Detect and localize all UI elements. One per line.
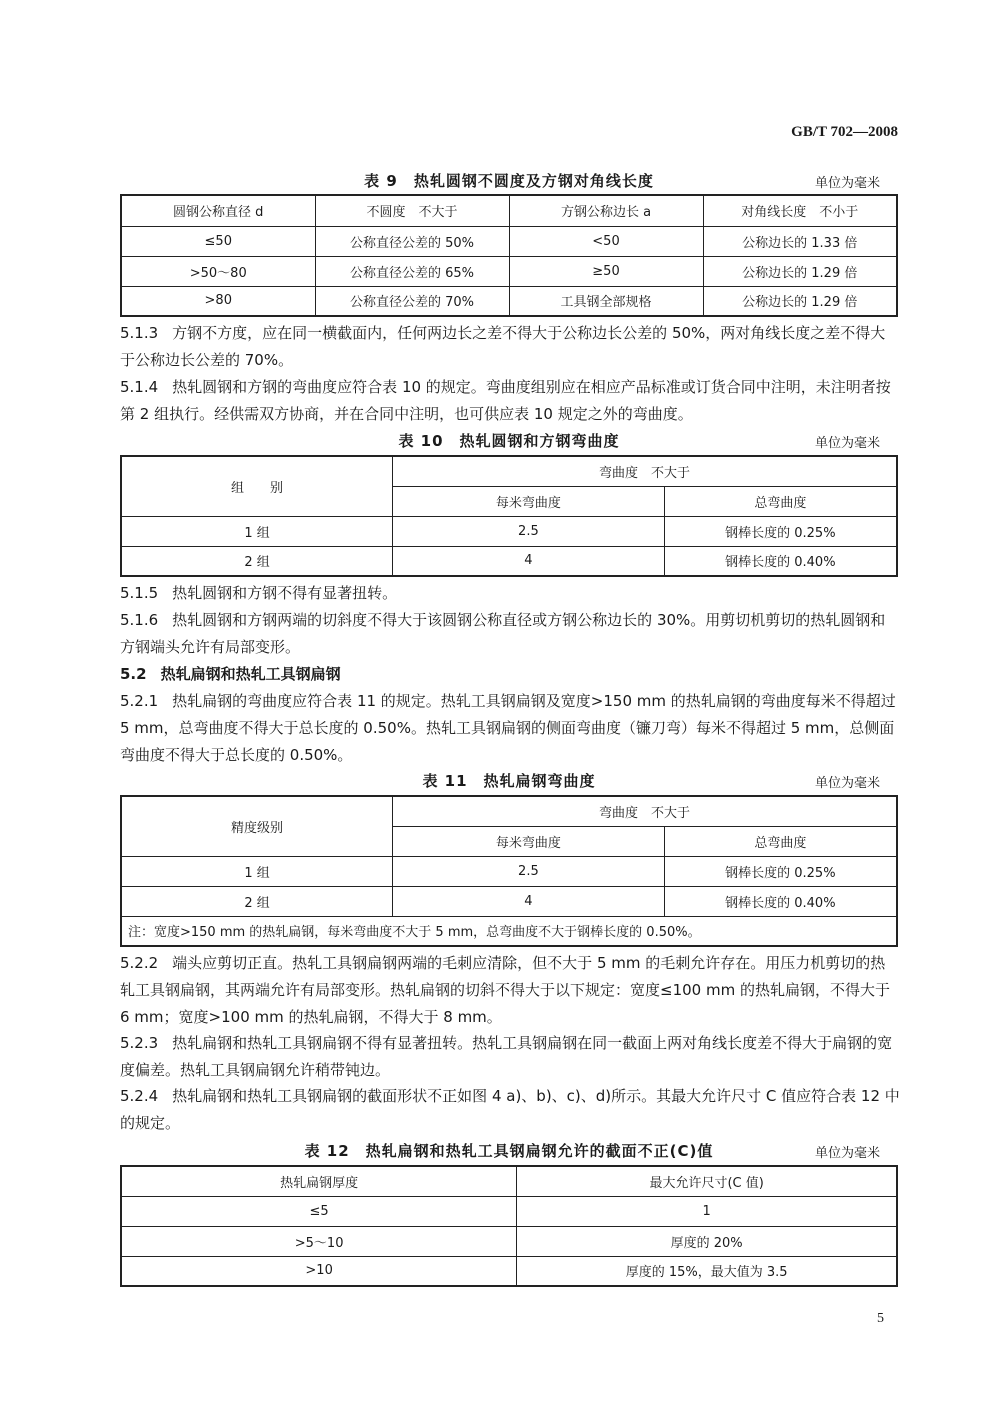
table-row bbox=[121, 1226, 897, 1256]
table-row bbox=[121, 1196, 897, 1226]
section-number: 5.2.1 bbox=[120, 692, 159, 710]
page-number: 5 bbox=[877, 1311, 884, 1326]
section-number: 5.1.5 bbox=[120, 584, 159, 602]
table11-unit: 单位为毫米 bbox=[814, 776, 880, 791]
table9-cell: ≤50 bbox=[121, 226, 315, 256]
table12-caption-row bbox=[120, 1138, 898, 1162]
section-number: 5.1.6 bbox=[120, 611, 159, 629]
paragraph-text: 热轧圆钢和方钢两端的切斜度不得大于该圆钢公称直径或方钢公称边长的 30%。用剪切机剪切的热轧圆钢和方钢端头允许有局部变形。 bbox=[120, 611, 886, 656]
table11-cell: 1 组 bbox=[121, 856, 393, 886]
table10-cell: 1 组 bbox=[121, 516, 393, 546]
table9-header-cell: 不圆度 不大于 bbox=[315, 195, 509, 226]
section-number: 5.2.4 bbox=[120, 1087, 159, 1105]
table10 bbox=[120, 455, 898, 577]
table12-unit: 单位为毫米 bbox=[814, 1146, 880, 1161]
section-title: 热轧扁钢和热轧工具钢扁钢 bbox=[160, 665, 341, 683]
paragraph-5-1-4 bbox=[120, 374, 900, 428]
paragraph-5-2-2 bbox=[120, 950, 900, 1031]
table9-caption: 表 9 热轧圆钢不圆度及方钢对角线长度 bbox=[364, 172, 654, 190]
table12-header-cell: 热轧扁钢厚度 bbox=[121, 1166, 517, 1196]
table10-cell: 钢棒长度的 0.40% bbox=[664, 546, 897, 576]
table9-header-cell: 方钢公称边长 a bbox=[509, 195, 703, 226]
table9-cell: 工具钢全部规格 bbox=[509, 286, 703, 316]
table10-group-header: 组 别 bbox=[121, 456, 393, 516]
table11-caption: 表 11 热轧扁钢弯曲度 bbox=[422, 772, 596, 790]
table10-caption-row bbox=[120, 428, 898, 452]
table10-cell: 2.5 bbox=[393, 516, 665, 546]
table11-total-header: 总弯曲度 bbox=[664, 826, 897, 856]
section-number: 5.2.3 bbox=[120, 1034, 159, 1052]
table-row bbox=[121, 516, 897, 546]
table10-unit: 单位为毫米 bbox=[814, 436, 880, 451]
table12-cell: >10 bbox=[121, 1256, 517, 1286]
table12-header-cell: 最大允许尺寸(C 值) bbox=[517, 1166, 897, 1196]
table11-group-header: 精度级别 bbox=[121, 796, 393, 856]
table12-cell: 厚度的 20% bbox=[517, 1226, 897, 1256]
table10-per-meter-header: 每米弯曲度 bbox=[393, 486, 665, 516]
table12-cell: ≤5 bbox=[121, 1196, 517, 1226]
table11-per-meter-header: 每米弯曲度 bbox=[393, 826, 665, 856]
table9-unit: 单位为毫米 bbox=[814, 176, 880, 191]
table11-cell: 4 bbox=[393, 886, 665, 916]
table9-cell: 公称边长的 1.33 倍 bbox=[703, 226, 897, 256]
table11-note: 注：宽度>150 mm 的热轧扁钢，每米弯曲度不大于 5 mm，总弯曲度不大于钢棒长度的 0.50%。 bbox=[121, 916, 897, 946]
table9-cell: ≥50 bbox=[509, 256, 703, 286]
table9-cell: 公称直径公差的 65% bbox=[315, 256, 509, 286]
paragraph-text: 热轧圆钢和方钢的弯曲度应符合表 10 的规定。弯曲度组别应在相应产品标准或订货合同中注明，未注明者按第 2 组执行。经供需双方协商，并在合同中注明，也可供应表 10 规定之外的弯曲度。 bbox=[120, 378, 891, 423]
table11-cell: 钢棒长度的 0.40% bbox=[664, 886, 897, 916]
table9-cell: 公称边长的 1.29 倍 bbox=[703, 286, 897, 316]
table9-cell: 公称直径公差的 50% bbox=[315, 226, 509, 256]
paragraph-text: 热轧圆钢和方钢不得有显著扭转。 bbox=[172, 584, 398, 602]
paragraph-5-2-1 bbox=[120, 688, 900, 769]
paragraph-text: 热轧扁钢和热轧工具钢扁钢不得有显著扭转。热轧工具钢扁钢在同一截面上两对角线长度差不得大于扁钢的宽度偏差。热轧工具钢扁钢允许稍带钝边。 bbox=[120, 1034, 893, 1079]
section-number: 5.2 bbox=[120, 665, 147, 683]
table10-cell: 4 bbox=[393, 546, 665, 576]
table9-cell: 公称边长的 1.29 倍 bbox=[703, 256, 897, 286]
table-row bbox=[121, 886, 897, 916]
standard-code-header: GB/T 702—2008 bbox=[791, 124, 898, 140]
table9 bbox=[120, 194, 898, 317]
table-row bbox=[121, 1256, 897, 1286]
table11-cell: 2.5 bbox=[393, 856, 665, 886]
table-row bbox=[121, 286, 897, 316]
table-row bbox=[121, 226, 897, 256]
table-row bbox=[121, 856, 897, 886]
table9-cell: >50～80 bbox=[121, 256, 315, 286]
table12 bbox=[120, 1165, 898, 1287]
table10-caption: 表 10 热轧圆钢和方钢弯曲度 bbox=[398, 432, 620, 450]
table9-cell: <50 bbox=[509, 226, 703, 256]
table-row bbox=[121, 256, 897, 286]
table10-cell: 钢棒长度的 0.25% bbox=[664, 516, 897, 546]
table12-caption: 表 12 热轧扁钢和热轧工具钢扁钢允许的截面不正(C)值 bbox=[304, 1142, 714, 1160]
paragraph-5-1-3 bbox=[120, 320, 900, 374]
section-number: 5.1.4 bbox=[120, 378, 159, 396]
paragraph-5-2-4 bbox=[120, 1083, 900, 1137]
table11-caption-row bbox=[120, 768, 898, 792]
table11 bbox=[120, 795, 898, 947]
table9-caption-row bbox=[120, 168, 898, 192]
paragraph-text: 热轧扁钢和热轧工具钢扁钢的截面形状不正如图 4 a)、b)、c)、d)所示。其最大允许尺寸 C 值应符合表 12 中的规定。 bbox=[120, 1087, 900, 1132]
table10-cell: 2 组 bbox=[121, 546, 393, 576]
paragraph-5-2-3 bbox=[120, 1030, 900, 1084]
table9-header-cell: 圆钢公称直径 d bbox=[121, 195, 315, 226]
table9-cell: >80 bbox=[121, 286, 315, 316]
table-row bbox=[121, 546, 897, 576]
section-5-2-heading bbox=[120, 661, 900, 688]
table9-header-cell: 对角线长度 不小于 bbox=[703, 195, 897, 226]
table12-cell: 厚度的 15%，最大值为 3.5 bbox=[517, 1256, 897, 1286]
section-number: 5.1.3 bbox=[120, 324, 159, 342]
paragraph-5-1-6 bbox=[120, 607, 900, 661]
table10-total-header: 总弯曲度 bbox=[664, 486, 897, 516]
paragraph-text: 热轧扁钢的弯曲度应符合表 11 的规定。热轧工具钢扁钢及宽度>150 mm 的热轧扁钢的弯曲度每米不得超过 5 mm，总弯曲度不得大于总长度的 0.50%。热轧工具钢扁钢的侧面弯曲度（镰刀弯）每米不得超过 5 mm，总侧面弯曲度不得大于总长度的 0.50%。 bbox=[120, 692, 896, 764]
table12-cell: >5～10 bbox=[121, 1226, 517, 1256]
table10-bend-header: 弯曲度 不大于 bbox=[393, 456, 897, 486]
table11-bend-header: 弯曲度 不大于 bbox=[393, 796, 897, 826]
table9-cell: 公称直径公差的 70% bbox=[315, 286, 509, 316]
paragraph-text: 方钢不方度，应在同一横截面内，任何两边长之差不得大于公称边长公差的 50%，两对角线长度之差不得大于公称边长公差的 70%。 bbox=[120, 324, 886, 369]
paragraph-text: 端头应剪切正直。热轧工具钢扁钢两端的毛刺应清除，但不大于 5 mm 的毛刺允许存在。用压力机剪切的热轧工具钢扁钢，其两端允许有局部变形。热轧扁钢的切斜不得大于以下规定：宽度≤100 mm 的热轧扁钢，不得大于 6 mm；宽度>100 mm 的热轧扁钢，不得大于 8 mm。 bbox=[120, 954, 890, 1026]
section-number: 5.2.2 bbox=[120, 954, 159, 972]
paragraph-5-1-5 bbox=[120, 580, 900, 607]
table11-cell: 2 组 bbox=[121, 886, 393, 916]
table12-cell: 1 bbox=[517, 1196, 897, 1226]
table11-cell: 钢棒长度的 0.25% bbox=[664, 856, 897, 886]
